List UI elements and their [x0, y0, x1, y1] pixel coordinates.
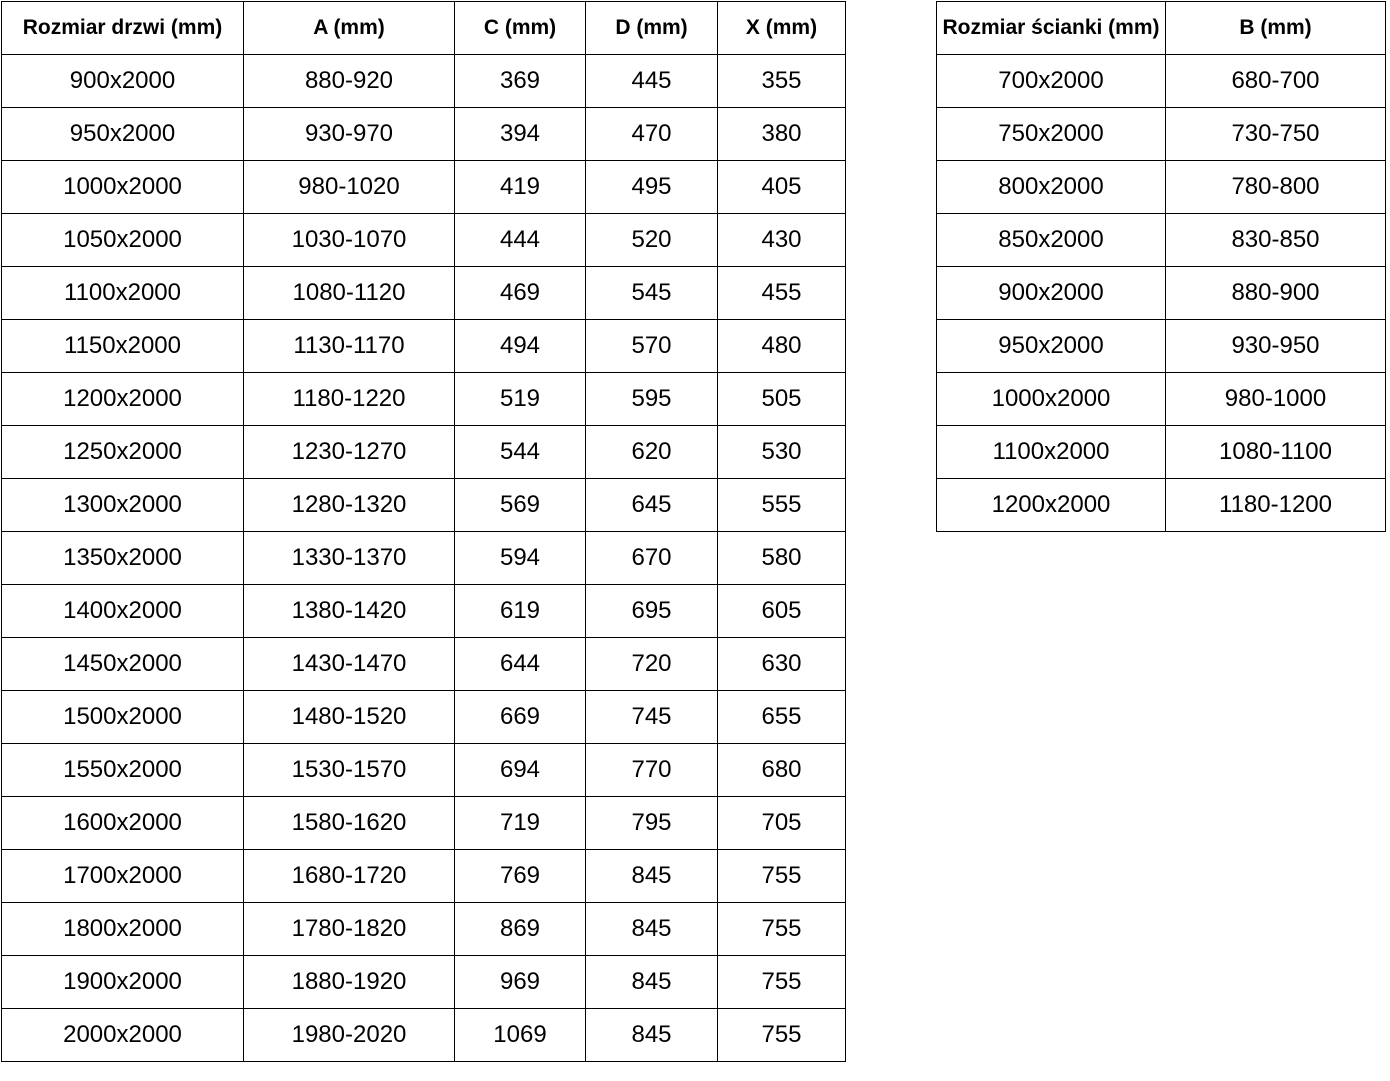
table-cell: 680-700 — [1166, 55, 1386, 108]
table-cell: 680 — [718, 744, 846, 797]
table-cell: 1550x2000 — [2, 744, 244, 797]
column-header: D (mm) — [586, 2, 718, 55]
table-row — [2, 797, 846, 850]
table-row — [2, 691, 846, 744]
table-cell: 1780-1820 — [244, 903, 455, 956]
table-row — [2, 320, 846, 373]
table-row — [2, 532, 846, 585]
table-cell: 1800x2000 — [2, 903, 244, 956]
column-header: Rozmiar ścianki (mm) — [937, 2, 1166, 55]
table-cell: 355 — [718, 55, 846, 108]
table-cell: 900x2000 — [2, 55, 244, 108]
table-cell: 644 — [455, 638, 586, 691]
table-row — [2, 373, 846, 426]
table-row — [2, 1009, 846, 1062]
table-cell: 405 — [718, 161, 846, 214]
table-cell: 669 — [455, 691, 586, 744]
table-cell: 655 — [718, 691, 846, 744]
table-cell: 645 — [586, 479, 718, 532]
table-cell: 1530-1570 — [244, 744, 455, 797]
table-cell: 1350x2000 — [2, 532, 244, 585]
table-row — [2, 55, 846, 108]
table-cell: 495 — [586, 161, 718, 214]
table-cell: 1030-1070 — [244, 214, 455, 267]
table-cell: 505 — [718, 373, 846, 426]
table-cell: 455 — [718, 267, 846, 320]
table-cell: 880-900 — [1166, 267, 1386, 320]
table-cell: 780-800 — [1166, 161, 1386, 214]
wall-dimensions-table — [936, 1, 1386, 532]
table-cell: 1080-1120 — [244, 267, 455, 320]
table-cell: 630 — [718, 638, 846, 691]
table-cell: 570 — [586, 320, 718, 373]
table-row — [2, 214, 846, 267]
table-cell: 480 — [718, 320, 846, 373]
table-row — [937, 108, 1386, 161]
table-row — [937, 320, 1386, 373]
table-cell: 769 — [455, 850, 586, 903]
table-cell: 1130-1170 — [244, 320, 455, 373]
table-cell: 494 — [455, 320, 586, 373]
table-cell: 705 — [718, 797, 846, 850]
column-header: C (mm) — [455, 2, 586, 55]
table-cell: 755 — [718, 903, 846, 956]
table-row — [937, 214, 1386, 267]
table-cell: 1000x2000 — [937, 373, 1166, 426]
table-row — [937, 479, 1386, 532]
table-cell: 980-1020 — [244, 161, 455, 214]
column-header: A (mm) — [244, 2, 455, 55]
table-cell: 2000x2000 — [2, 1009, 244, 1062]
table-row — [2, 585, 846, 638]
table-cell: 950x2000 — [937, 320, 1166, 373]
table-cell: 869 — [455, 903, 586, 956]
table-cell: 1200x2000 — [937, 479, 1166, 532]
wall-table-header-row — [937, 2, 1386, 55]
table-cell: 1250x2000 — [2, 426, 244, 479]
table-cell: 845 — [586, 956, 718, 1009]
table-cell: 619 — [455, 585, 586, 638]
table-cell: 695 — [586, 585, 718, 638]
table-cell: 980-1000 — [1166, 373, 1386, 426]
table-cell: 1050x2000 — [2, 214, 244, 267]
table-cell: 419 — [455, 161, 586, 214]
table-cell: 1280-1320 — [244, 479, 455, 532]
table-cell: 1080-1100 — [1166, 426, 1386, 479]
table-cell: 1980-2020 — [244, 1009, 455, 1062]
table-cell: 620 — [586, 426, 718, 479]
table-row — [2, 744, 846, 797]
table-cell: 1150x2000 — [2, 320, 244, 373]
table-row — [937, 161, 1386, 214]
table-cell: 380 — [718, 108, 846, 161]
table-cell: 700x2000 — [937, 55, 1166, 108]
table-cell: 1600x2000 — [2, 797, 244, 850]
table-cell: 730-750 — [1166, 108, 1386, 161]
table-cell: 545 — [586, 267, 718, 320]
table-row — [937, 55, 1386, 108]
table-cell: 520 — [586, 214, 718, 267]
table-row — [2, 850, 846, 903]
table-cell: 594 — [455, 532, 586, 585]
table-cell: 1180-1220 — [244, 373, 455, 426]
table-cell: 900x2000 — [937, 267, 1166, 320]
table-cell: 530 — [718, 426, 846, 479]
table-cell: 720 — [586, 638, 718, 691]
table-cell: 755 — [718, 956, 846, 1009]
table-cell: 555 — [718, 479, 846, 532]
table-cell: 670 — [586, 532, 718, 585]
table-cell: 755 — [718, 1009, 846, 1062]
table-cell: 394 — [455, 108, 586, 161]
table-cell: 605 — [718, 585, 846, 638]
table-row — [937, 267, 1386, 320]
table-cell: 770 — [586, 744, 718, 797]
table-cell: 1180-1200 — [1166, 479, 1386, 532]
table-cell: 745 — [586, 691, 718, 744]
table-cell: 1300x2000 — [2, 479, 244, 532]
table-cell: 930-970 — [244, 108, 455, 161]
table-cell: 595 — [586, 373, 718, 426]
table-cell: 950x2000 — [2, 108, 244, 161]
table-cell: 1580-1620 — [244, 797, 455, 850]
table-row — [937, 373, 1386, 426]
door-dimensions-table — [1, 1, 846, 1062]
table-cell: 1430-1470 — [244, 638, 455, 691]
table-cell: 1900x2000 — [2, 956, 244, 1009]
table-cell: 1230-1270 — [244, 426, 455, 479]
table-cell: 569 — [455, 479, 586, 532]
table-row — [2, 108, 846, 161]
table-cell: 755 — [718, 850, 846, 903]
table-cell: 544 — [455, 426, 586, 479]
table-cell: 445 — [586, 55, 718, 108]
table-cell: 369 — [455, 55, 586, 108]
table-cell: 444 — [455, 214, 586, 267]
table-cell: 845 — [586, 903, 718, 956]
table-cell: 795 — [586, 797, 718, 850]
table-cell: 469 — [455, 267, 586, 320]
table-cell: 1000x2000 — [2, 161, 244, 214]
table-row — [2, 161, 846, 214]
table-cell: 845 — [586, 1009, 718, 1062]
table-cell: 1069 — [455, 1009, 586, 1062]
table-cell: 1450x2000 — [2, 638, 244, 691]
table-cell: 1480-1520 — [244, 691, 455, 744]
table-cell: 694 — [455, 744, 586, 797]
table-row — [2, 426, 846, 479]
column-header: B (mm) — [1166, 2, 1386, 55]
door-table-body — [2, 55, 846, 1062]
table-cell: 1500x2000 — [2, 691, 244, 744]
table-cell: 930-950 — [1166, 320, 1386, 373]
table-cell: 519 — [455, 373, 586, 426]
table-row — [2, 267, 846, 320]
table-cell: 1330-1370 — [244, 532, 455, 585]
table-cell: 430 — [718, 214, 846, 267]
table-cell: 719 — [455, 797, 586, 850]
column-header: Rozmiar drzwi (mm) — [2, 2, 244, 55]
table-cell: 580 — [718, 532, 846, 585]
table-cell: 1100x2000 — [937, 426, 1166, 479]
table-cell: 1880-1920 — [244, 956, 455, 1009]
column-header: X (mm) — [718, 2, 846, 55]
table-cell: 1700x2000 — [2, 850, 244, 903]
table-row — [2, 479, 846, 532]
table-cell: 1400x2000 — [2, 585, 244, 638]
table-row — [2, 903, 846, 956]
table-row — [2, 956, 846, 1009]
table-cell: 1380-1420 — [244, 585, 455, 638]
table-cell: 1680-1720 — [244, 850, 455, 903]
table-cell: 750x2000 — [937, 108, 1166, 161]
table-cell: 1200x2000 — [2, 373, 244, 426]
table-cell: 845 — [586, 850, 718, 903]
table-cell: 969 — [455, 956, 586, 1009]
table-cell: 1100x2000 — [2, 267, 244, 320]
table-cell: 880-920 — [244, 55, 455, 108]
table-row — [937, 426, 1386, 479]
table-row — [2, 638, 846, 691]
table-cell: 850x2000 — [937, 214, 1166, 267]
table-cell: 470 — [586, 108, 718, 161]
table-cell: 800x2000 — [937, 161, 1166, 214]
table-cell: 830-850 — [1166, 214, 1386, 267]
door-table-header-row — [2, 2, 846, 55]
wall-table-body — [937, 55, 1386, 532]
